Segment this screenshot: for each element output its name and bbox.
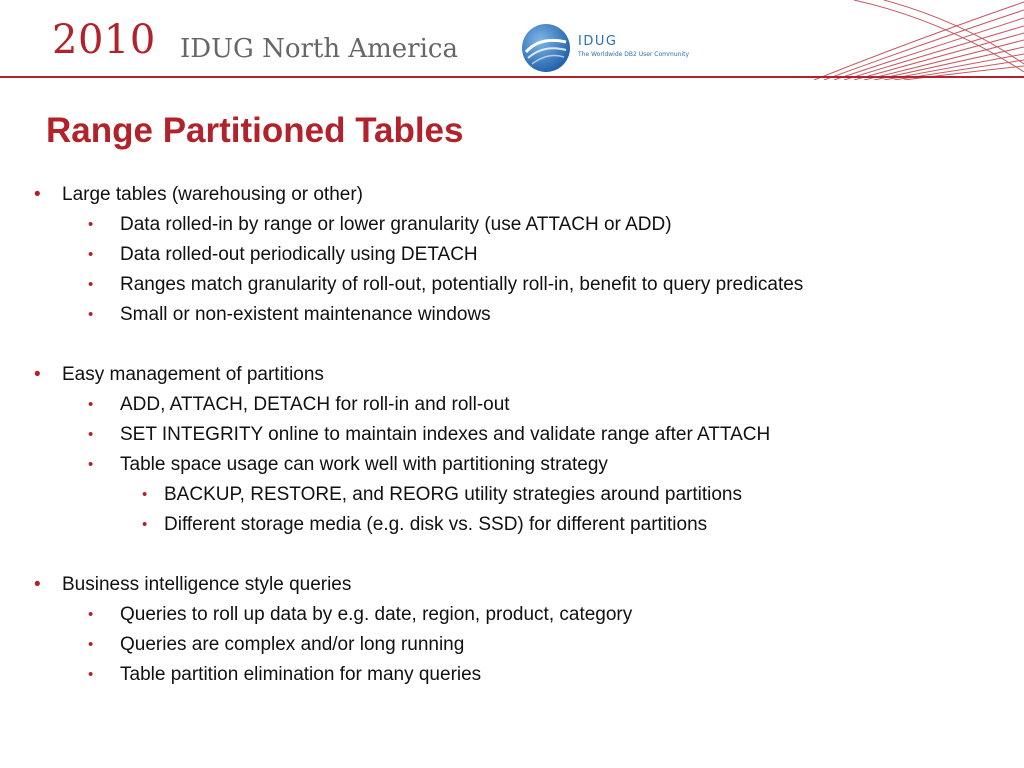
bullet-text: Different storage media (e.g. disk vs. SSD) for different partitions	[164, 514, 708, 535]
bullet-icon: •	[88, 306, 94, 323]
bullet-icon: •	[88, 276, 94, 293]
bullet-text: Large tables (warehousing or other)	[62, 184, 364, 205]
header-conference-name: IDUG North America	[180, 34, 458, 64]
header-year: 2010	[52, 17, 156, 63]
bullet-text: BACKUP, RESTORE, and REORG utility strategies around partitions	[164, 484, 742, 505]
decorative-swoosh-lines	[794, 0, 1024, 80]
slide-title: Range Partitioned Tables	[46, 111, 464, 150]
bullet-text: SET INTEGRITY online to maintain indexes and validate range after ATTACH	[120, 424, 771, 445]
bullet-text: Table space usage can work well with partitioning strategy	[120, 454, 608, 475]
bullet-text: Data rolled-out periodically using DETACH	[120, 244, 478, 265]
bullet-icon: •	[88, 666, 94, 683]
sub-bullet-item	[0, 390, 1024, 420]
bullet-text: ADD, ATTACH, DETACH for roll-in and roll-out	[120, 394, 510, 415]
section-spacer	[0, 330, 1024, 360]
sub-bullet-item	[0, 630, 1024, 660]
sub-bullet-item	[0, 450, 1024, 480]
bullet-icon: •	[88, 456, 94, 473]
bullet-icon: •	[142, 516, 148, 533]
idug-logo-wordmark: IDUG	[578, 34, 618, 49]
bullet-icon: •	[142, 486, 148, 503]
bullet-icon: •	[88, 216, 94, 233]
sub-bullet-item	[0, 600, 1024, 630]
bullet-item	[0, 180, 1024, 210]
bullet-icon: •	[88, 426, 94, 443]
bullet-icon: •	[88, 636, 94, 653]
sub-bullet-item	[0, 210, 1024, 240]
bullet-text: Data rolled-in by range or lower granularity (use ATTACH or ADD)	[120, 214, 672, 235]
sub-bullet-item	[0, 270, 1024, 300]
header-divider	[0, 76, 1024, 78]
sub-bullet-item	[0, 300, 1024, 330]
bullet-icon: •	[88, 246, 94, 263]
bullet-icon: •	[88, 396, 94, 413]
bullet-item	[0, 570, 1024, 600]
sub-bullet-item	[0, 240, 1024, 270]
bullet-text: Ranges match granularity of roll-out, potentially roll-in, benefit to query predicates	[120, 274, 804, 295]
bullet-text: Queries are complex and/or long running	[120, 634, 465, 655]
bullet-icon: •	[34, 364, 41, 385]
bullet-text: Table partition elimination for many queries	[120, 664, 482, 685]
idug-globe-icon	[520, 22, 572, 74]
slide-bullet-list	[0, 180, 1024, 690]
slide-header	[0, 0, 1024, 90]
bullet-text: Easy management of partitions	[62, 364, 324, 385]
bullet-text: Queries to roll up data by e.g. date, region, product, category	[120, 604, 633, 625]
bullet-text: Small or non-existent maintenance windows	[120, 304, 491, 325]
sub-bullet-item	[0, 660, 1024, 690]
idug-logo	[520, 22, 690, 78]
sub-sub-bullet-item	[0, 480, 1024, 510]
section-spacer	[0, 540, 1024, 570]
bullet-item	[0, 360, 1024, 390]
sub-bullet-item	[0, 420, 1024, 450]
bullet-text: Business intelligence style queries	[62, 574, 352, 595]
bullet-icon: •	[88, 606, 94, 623]
idug-logo-tagline: The Worldwide DB2 User Community	[578, 51, 690, 58]
bullet-icon: •	[34, 574, 41, 595]
sub-sub-bullet-item	[0, 510, 1024, 540]
bullet-icon: •	[34, 184, 41, 205]
